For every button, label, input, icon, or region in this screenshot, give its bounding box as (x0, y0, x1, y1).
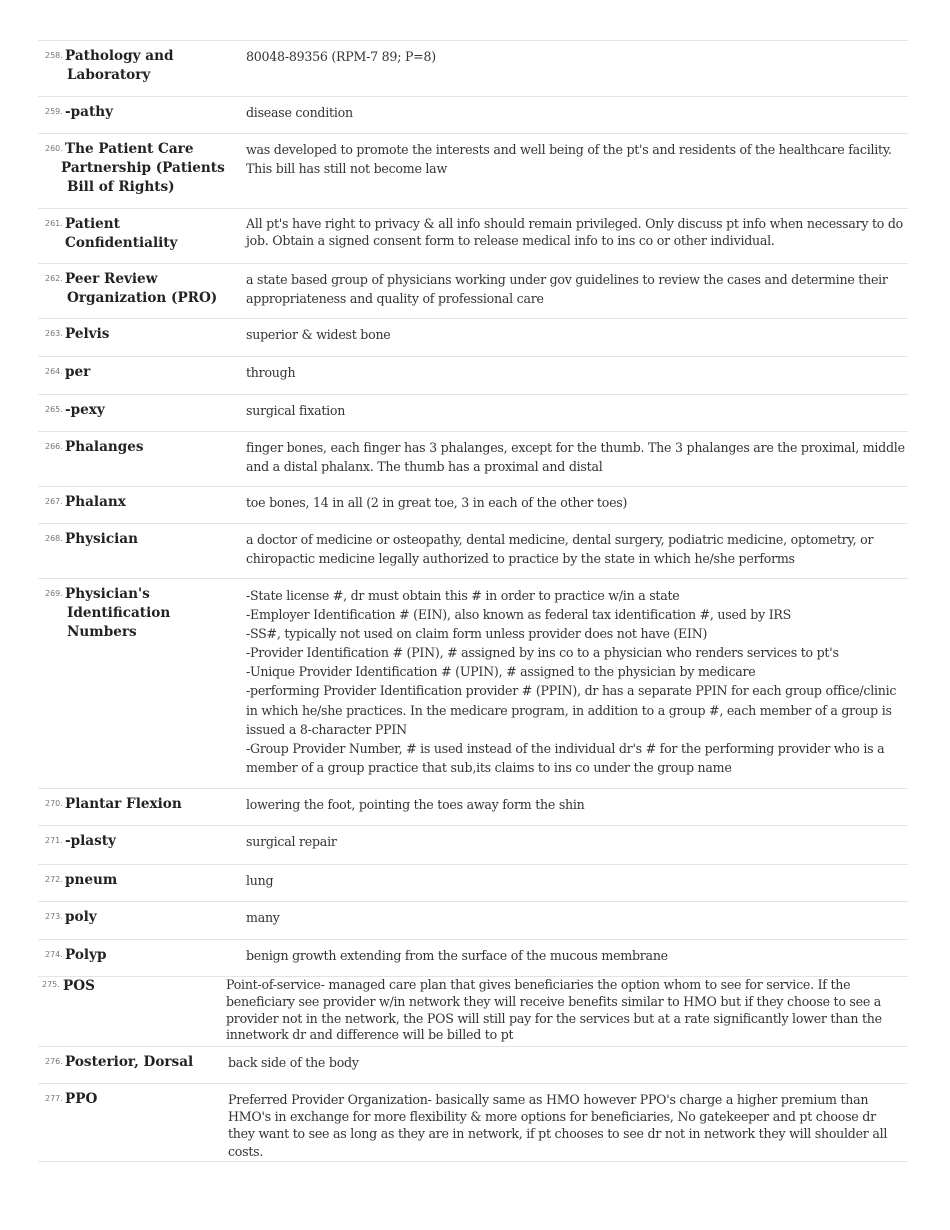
glossary-row-261 (38, 208, 908, 263)
definition: surgical fixation (246, 403, 346, 418)
definition: 80048-89356 (RPM-7 89; P=8) (246, 49, 436, 64)
definition: -State license #, dr must obtain this # in order to practice w/in a state -Employer Identification # (EIN), also known as federal tax identification #, used by IRS -SS#, typically not used on claim form unless provider does not have (EIN) -Provider Identification # (PIN), # assigned by ins co to a physician who renders services to pt's -Unique Provider Identification # (UPIN), # assigned to the physician by medicare -performing Provider Identification provider # (PPIN), dr has a separate PPIN for each group office/clinic in which he/she practices. In the medicare program, in addition to a group #, each member of a group is issued a 8-character PPIN -Group Provider Number, # is used instead of the individual dr's # for the performing provider who is a member of a group practice that sub,its claims to ins co under the group name (246, 588, 897, 775)
term: Polyp (65, 947, 107, 963)
term: pneum (65, 872, 118, 888)
term: Phalanx (65, 494, 126, 510)
entry-number: 258. (45, 51, 63, 60)
term: Physician's Identification Numbers (65, 586, 171, 641)
glossary-row-268 (38, 523, 908, 578)
term: -pexy (65, 402, 105, 418)
glossary-row-277 (38, 1083, 908, 1162)
definition: Point-of-service- managed care plan that gives beneficiaries the option whom to see for service. If the beneficiary see provider w/in network they will receive benefits similar to HMO but if they choose to see a provider not in the network, the POS will still pay for the services but at a rate significantly lower than the innetwork dr and difference will be billed to pt (226, 977, 882, 1043)
term: Posterior, Dorsal (65, 1054, 194, 1070)
definition: superior & widest bone (246, 327, 391, 342)
definition: a doctor of medicine or osteopathy, dental medicine, dental surgery, podiatric medicine, optometry, or chiropactic medicine legally authorized to practice by the state in which he/she performs (246, 532, 874, 566)
term: Patient Confidentiality (65, 216, 178, 252)
glossary-row-272 (38, 864, 908, 901)
glossary-row-269 (38, 578, 908, 788)
term: Plantar Flexion (65, 796, 182, 812)
entry-number: 267. (45, 497, 63, 506)
term: POS (63, 978, 95, 994)
entry-number: 275. (42, 980, 60, 989)
definition: many (246, 910, 280, 925)
glossary-row-266 (38, 431, 908, 486)
definition: lowering the foot, pointing the toes away form the shin (246, 797, 585, 812)
glossary-row-263 (38, 318, 908, 356)
term: PPO (65, 1091, 98, 1107)
glossary-row-276 (38, 1046, 908, 1083)
entry-number: 274. (45, 950, 63, 959)
entry-number: 262. (45, 274, 63, 283)
definition: lung (246, 873, 274, 888)
definition: disease condition (246, 105, 353, 120)
term: Peer Review Organization (PRO) (65, 271, 218, 307)
definition: All pt's have right to privacy & all info should remain privileged. Only discuss pt info when necessary to do job. Obtain a signed consent form to release medical info to ins co or other individual. (246, 216, 904, 248)
entry-number: 264. (45, 367, 63, 376)
definition: surgical repair (246, 834, 337, 849)
glossary-row-267 (38, 486, 908, 523)
entry-number: 259. (45, 107, 63, 116)
entry-number: 276. (45, 1057, 63, 1066)
definition: back side of the body (228, 1055, 359, 1070)
definition: finger bones, each finger has 3 phalanges, except for the thumb. The 3 phalanges are the proximal, middle and a distal phalanx. The thumb has a proximal and distal (246, 440, 905, 474)
definition: was developed to promote the interests and well being of the pt's and residents of the healthcare facility. This bill has still not become law (246, 142, 892, 176)
glossary-row-260 (38, 133, 908, 208)
glossary-table (38, 40, 908, 1162)
entry-number: 272. (45, 875, 63, 884)
entry-number: 268. (45, 534, 63, 543)
entry-number: 270. (45, 799, 63, 808)
term: per (65, 364, 91, 380)
glossary-row-259 (38, 96, 908, 133)
definition: a state based group of physicians working under gov guidelines to review the cases and determine their appropriateness and quality of professional care (246, 272, 888, 306)
entry-number: 277. (45, 1094, 63, 1103)
entry-number: 261. (45, 219, 63, 228)
glossary-row-264 (38, 356, 908, 394)
glossary-row-265 (38, 394, 908, 431)
entry-number: 266. (45, 442, 63, 451)
term: poly (65, 909, 97, 925)
term: -plasty (65, 833, 116, 849)
entry-number: 265. (45, 405, 63, 414)
glossary-row-262 (38, 263, 908, 318)
glossary-row-270 (38, 788, 908, 825)
glossary-row-274 (38, 939, 908, 976)
glossary-row-275 (38, 976, 908, 1046)
glossary-row-258 (38, 40, 908, 96)
entry-number: 260. (45, 144, 63, 153)
term: Pelvis (65, 326, 110, 342)
entry-number: 271. (45, 836, 63, 845)
term: Pathology and Laboratory (65, 48, 174, 84)
entry-number: 269. (45, 589, 63, 598)
term: Physician (65, 531, 138, 547)
definition: benign growth extending from the surface of the mucous membrane (246, 948, 668, 963)
term: Phalanges (65, 439, 144, 455)
glossary-row-273 (38, 901, 908, 939)
definition: Preferred Provider Organization- basically same as HMO however PPO's charge a higher premium than HMO's in exchange for more flexibility & more options for beneficiaries, No gatekeeper and pt choose dr they want to see as long as they are in network, if pt chooses to see dr not in network they will shoulder all costs. (228, 1092, 888, 1159)
definition: through (246, 365, 296, 380)
entry-number: 273. (45, 912, 63, 921)
glossary-row-271 (38, 825, 908, 864)
term: -pathy (65, 104, 114, 120)
entry-number: 263. (45, 329, 63, 338)
term: The Patient Care Partnership (Patients Bill of Rights) (61, 141, 225, 196)
definition: toe bones, 14 in all (2 in great toe, 3 in each of the other toes) (246, 495, 628, 510)
